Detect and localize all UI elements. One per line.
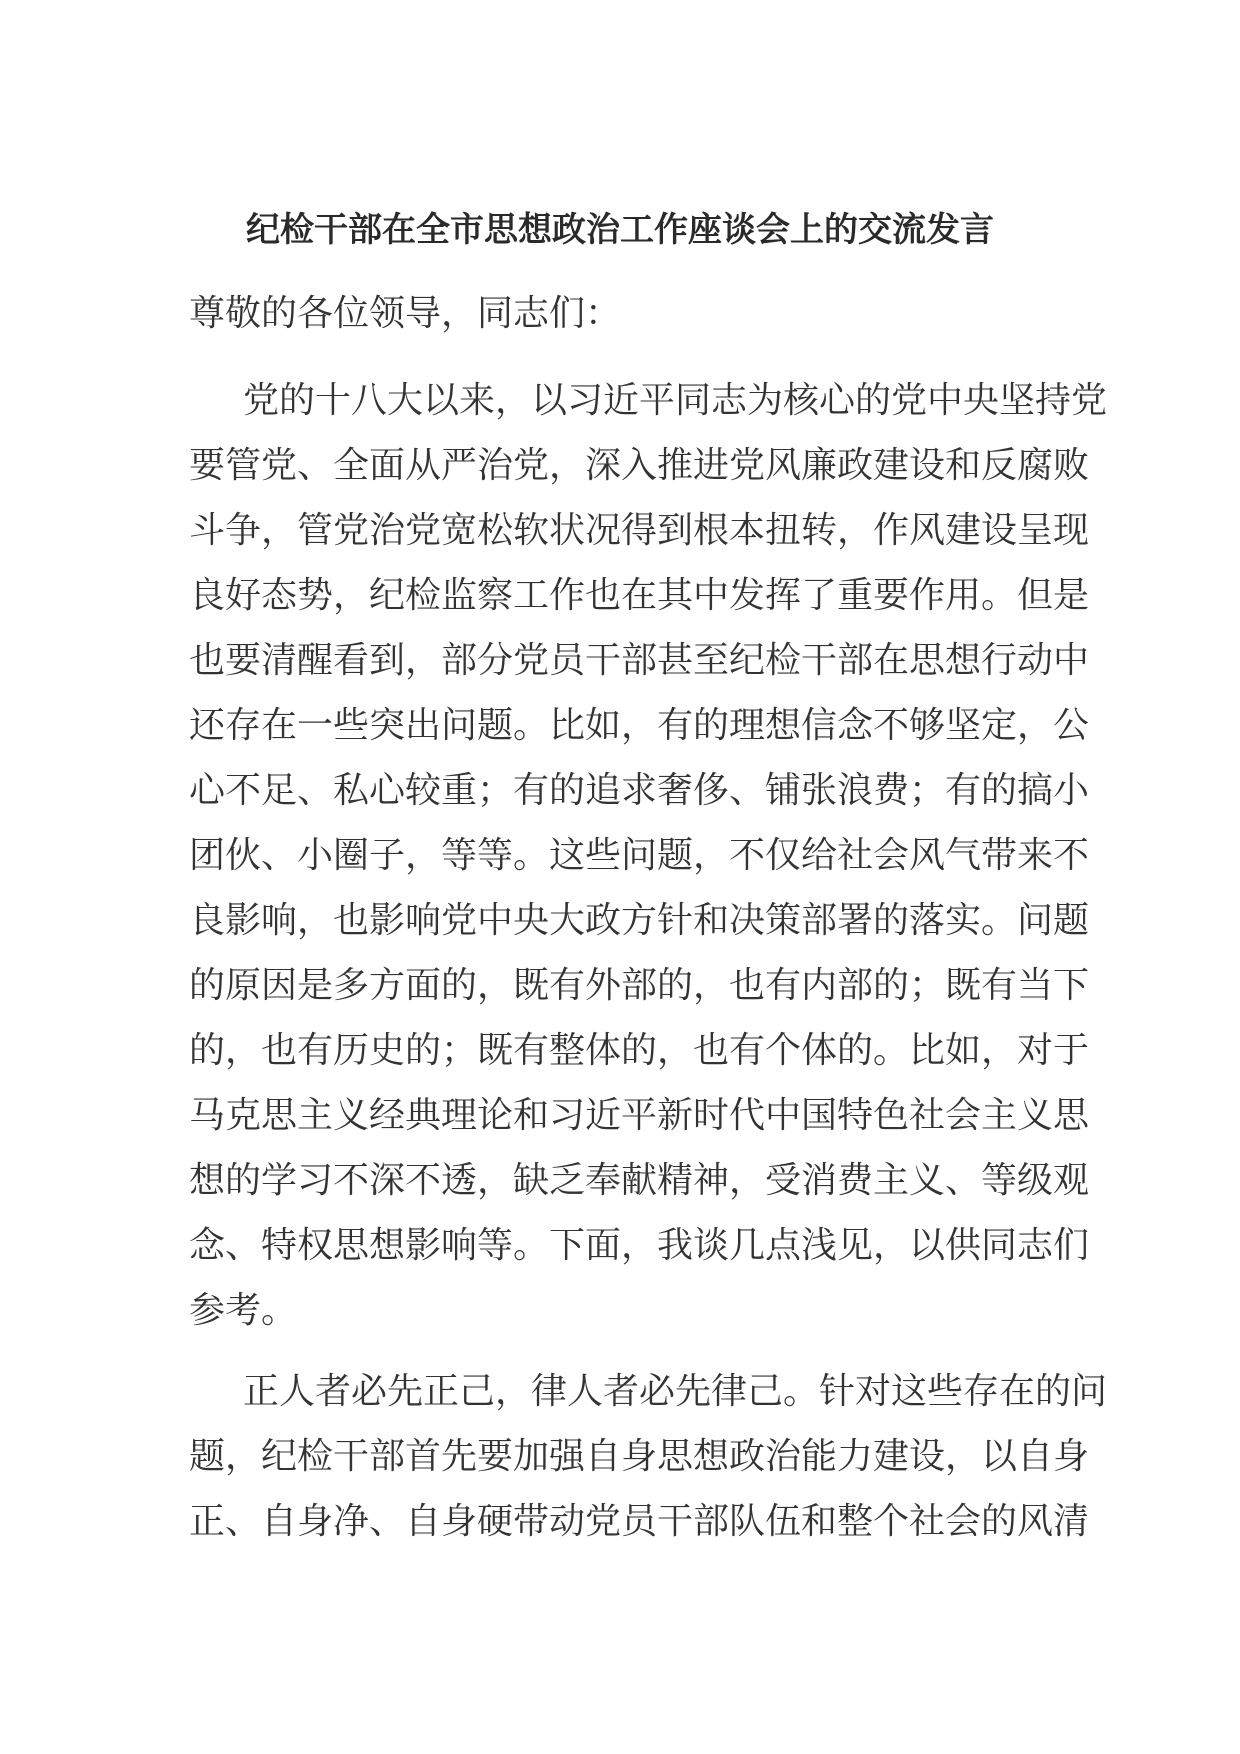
text-line: 参考。	[189, 1289, 298, 1330]
text-line: 团伙、小圈子，等等。这些问题，不仅给社会风气带来不	[189, 834, 1090, 875]
text-line: 念、特权思想影响等。下面，我谈几点浅见，以供同志们	[189, 1224, 1090, 1265]
text-line: 还存在一些突出问题。比如，有的理想信念不够坚定，公	[189, 704, 1090, 745]
text-line: 斗争，管党治党宽松软状况得到根本扭转，作风建设呈现	[189, 509, 1090, 550]
paragraph-2	[189, 1358, 1108, 1553]
document-title: 纪检干部在全市思想政治工作座谈会上的交流发言	[246, 211, 994, 249]
text-line: 心不足、私心较重；有的追求奢侈、铺张浪费；有的搞小	[189, 769, 1090, 810]
text-line: 党的十八大以来，以习近平同志为核心的党中央坚持党	[243, 379, 1108, 420]
text-line: 良好态势，纪检监察工作也在其中发挥了重要作用。但是	[189, 574, 1090, 615]
paragraph-1	[189, 367, 1108, 1342]
document-body	[189, 280, 1108, 1569]
text-line: 正人者必先正己，律人者必先律己。针对这些存在的问	[243, 1370, 1108, 1411]
text-line: 要管党、全面从严治党，深入推进党风廉政建设和反腐败	[189, 444, 1090, 485]
text-line: 也要清醒看到，部分党员干部甚至纪检干部在思想行动中	[189, 639, 1090, 680]
greeting: 尊敬的各位领导，同志们：	[189, 292, 622, 333]
text-line: 题，纪检干部首先要加强自身思想政治能力建设，以自身	[189, 1435, 1090, 1476]
text-line: 正、自身净、自身硬带动党员干部队伍和整个社会的风清	[189, 1500, 1090, 1541]
text-line: 的，也有历史的；既有整体的，也有个体的。比如，对于	[189, 1029, 1090, 1070]
text-line: 良影响，也影响党中央大政方针和决策部署的落实。问题	[189, 899, 1090, 940]
text-line: 马克思主义经典理论和习近平新时代中国特色社会主义思	[189, 1094, 1090, 1135]
text-line: 想的学习不深不透，缺乏奉献精神，受消费主义、等级观	[189, 1159, 1090, 1200]
text-line: 的原因是多方面的，既有外部的，也有内部的；既有当下	[189, 964, 1090, 1005]
